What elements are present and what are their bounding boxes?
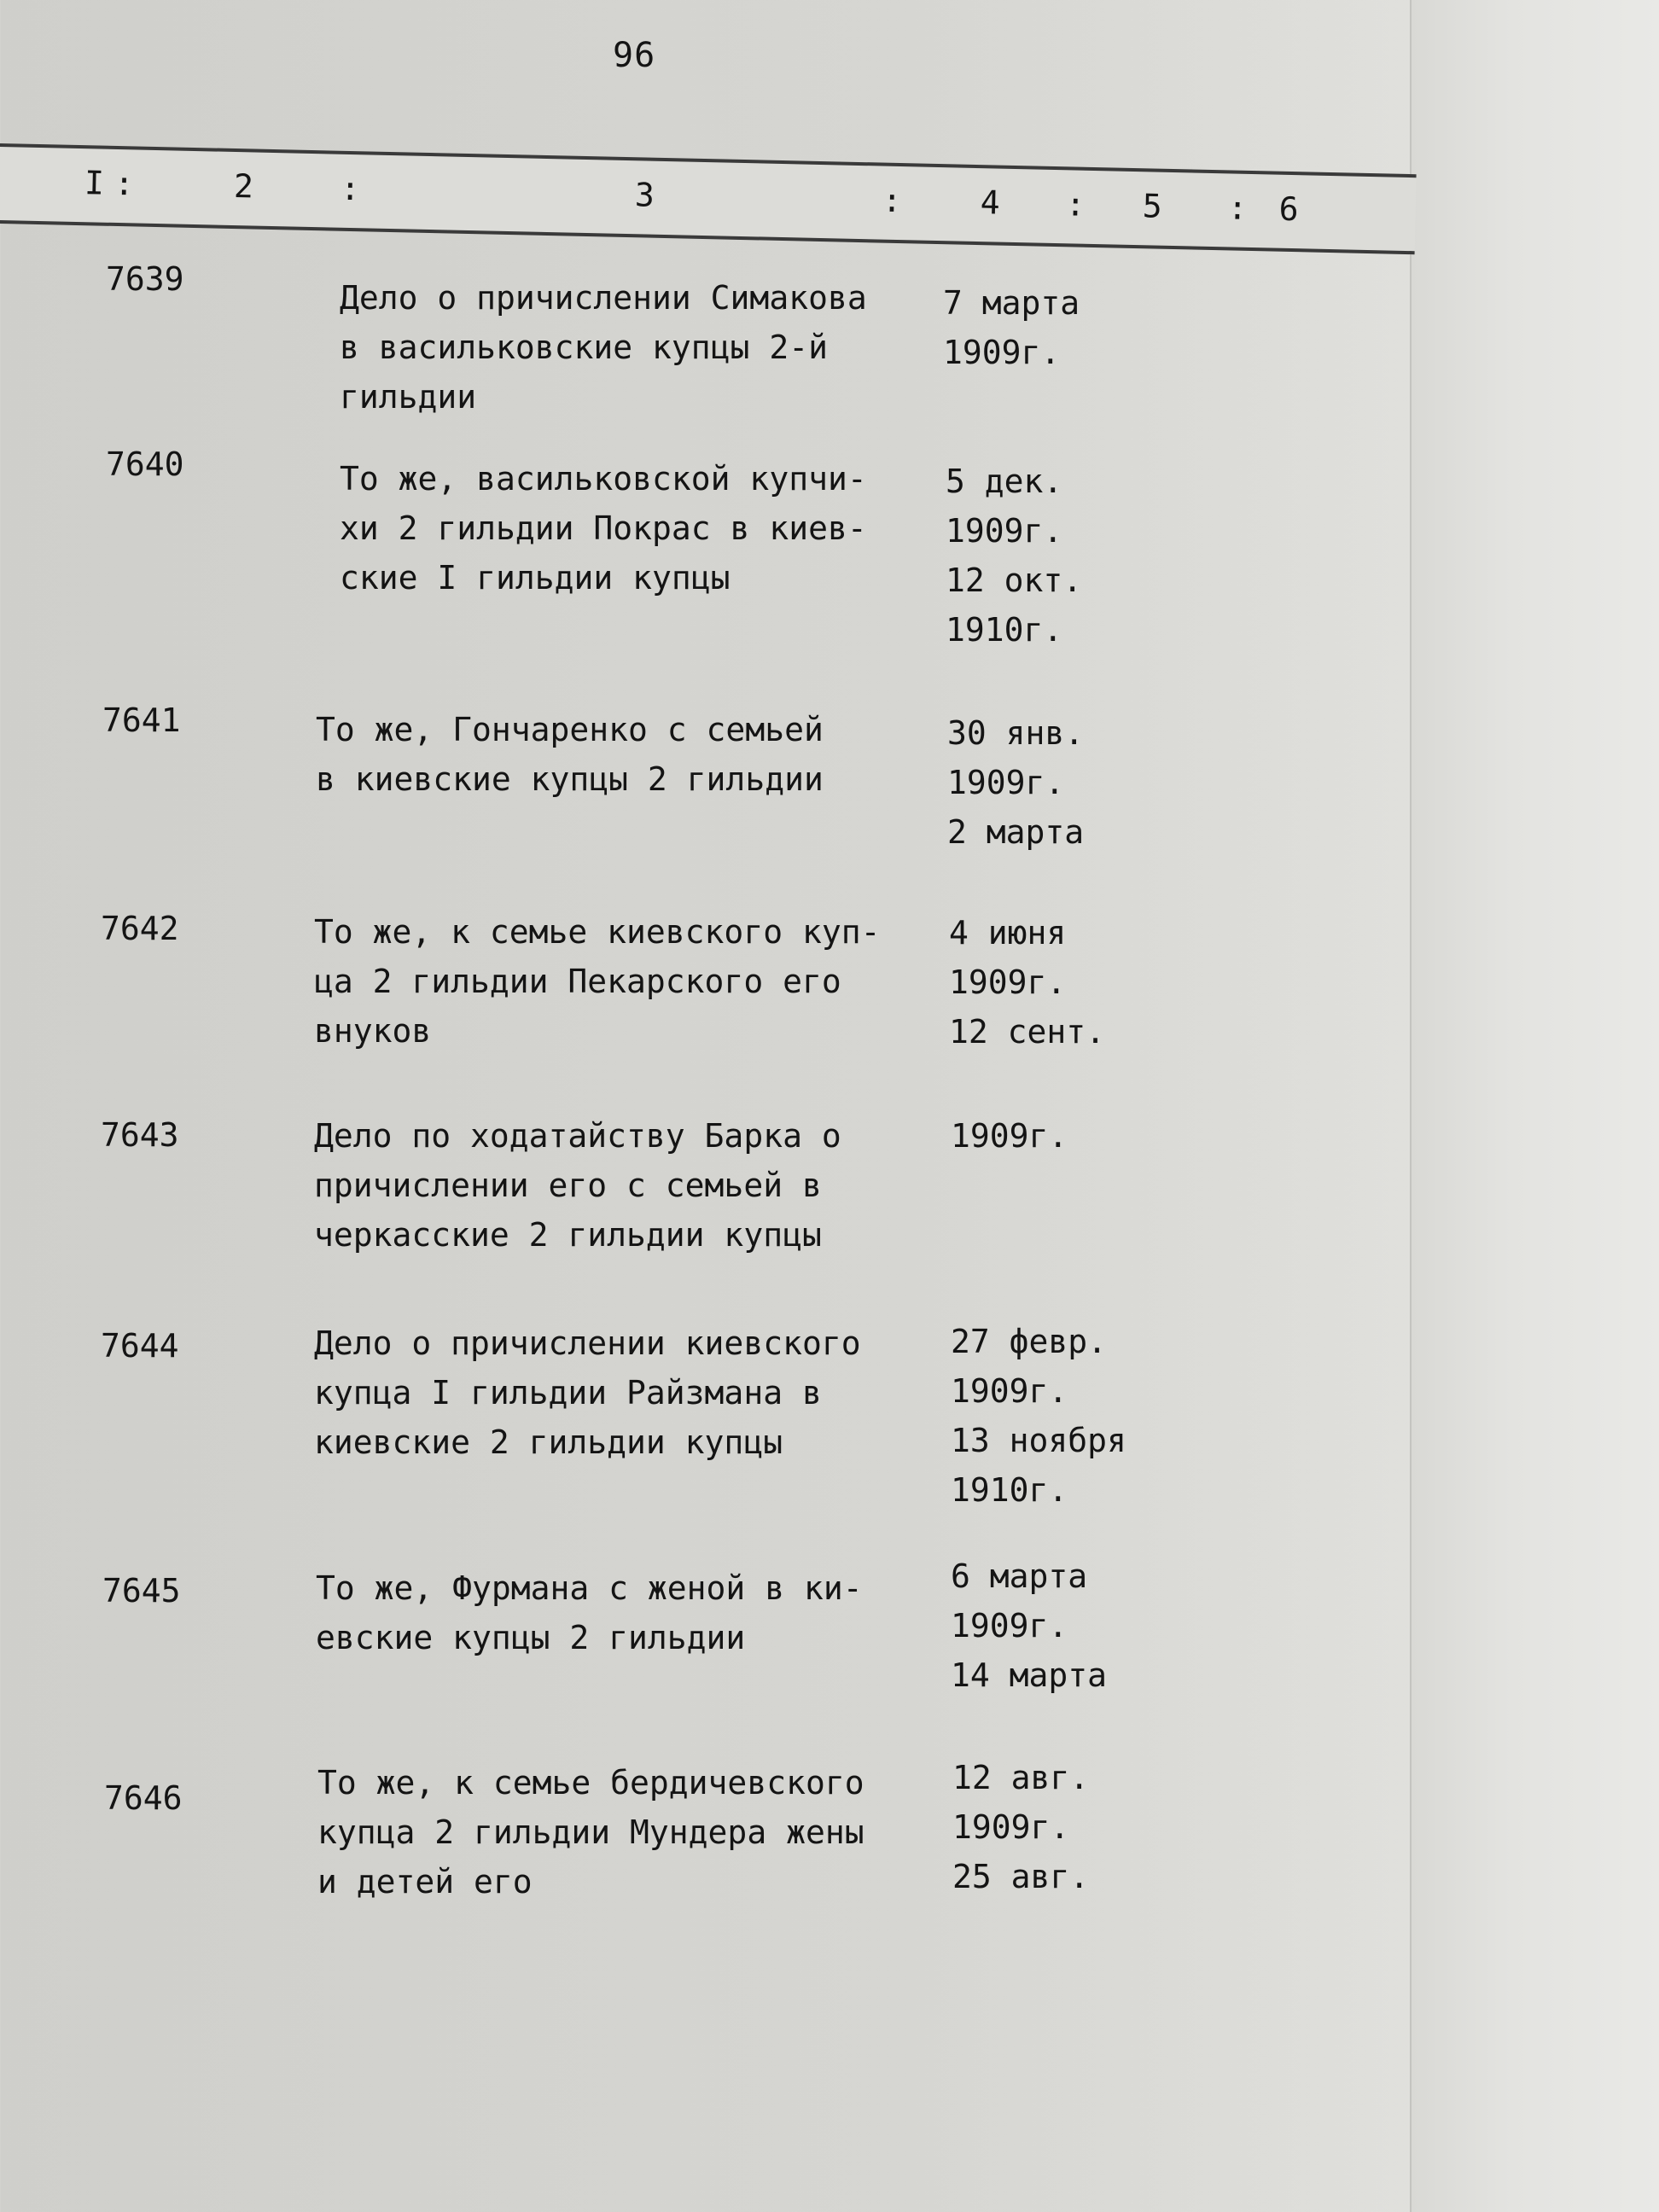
column-header-2: 2 (233, 166, 254, 206)
entry-description (316, 1563, 863, 1662)
paper-edge (1410, 0, 1659, 2212)
column-header-1: I (84, 164, 105, 202)
description-line: То же, Гончаренко с семьей (316, 711, 824, 748)
entry-number: 7646 (104, 1779, 183, 1817)
description-line: хи 2 гильдии Покрас в киев- (340, 509, 867, 547)
entry-number: 7641 (102, 701, 181, 739)
entry-description (314, 1318, 861, 1467)
date-line: 12 авг. (952, 1759, 1090, 1796)
date-line: 30 янв. (947, 714, 1085, 752)
description-line: То же, Фурмана с женой в ки- (316, 1569, 863, 1607)
entry-description (340, 273, 867, 422)
description-line: ца 2 гильдии Пекарского его (314, 963, 841, 1000)
entry-dates (951, 1551, 1107, 1700)
description-line: То же, васильковской купчи- (340, 460, 867, 498)
date-line: 4 июня (949, 914, 1067, 952)
description-line: внуков (314, 1012, 432, 1050)
date-line: 12 окт. (946, 562, 1083, 599)
description-line: причислении его с семьей в (314, 1167, 822, 1204)
column-separator: : (1065, 185, 1086, 224)
column-separator: : (340, 169, 361, 208)
date-line: 2 марта (947, 813, 1085, 851)
date-line: 1909г. (943, 334, 1061, 371)
entry-description (314, 907, 880, 1056)
description-line: Дело о причислении киевского (314, 1324, 861, 1362)
date-line: 13 ноября (951, 1422, 1126, 1459)
description-line: киевские 2 гильдии купцы (314, 1423, 783, 1461)
date-line: 1909г. (951, 1372, 1068, 1410)
entry-number: 7639 (106, 260, 184, 298)
entry-dates (946, 457, 1082, 655)
description-line: в киевские купцы 2 гильдии (316, 760, 824, 798)
date-line: 7 марта (943, 284, 1080, 322)
page-number: 96 (613, 36, 656, 75)
entry-description (340, 454, 867, 602)
description-line: в васильковские купцы 2-й (340, 329, 828, 366)
column-header-row (0, 143, 1417, 254)
entry-dates (951, 1111, 1068, 1161)
description-line: Дело о причислении Симакова (340, 279, 867, 317)
entry-description (314, 1111, 841, 1260)
date-line: 5 дек. (946, 463, 1063, 500)
entry-number: 7645 (102, 1572, 181, 1610)
entry-dates (949, 908, 1105, 1057)
description-line: черкасские 2 гильдии купцы (314, 1216, 822, 1254)
date-line: 1909г. (947, 764, 1065, 801)
date-line: 1909г. (946, 512, 1063, 550)
description-line: гильдии (340, 378, 477, 416)
column-separator: : (882, 181, 903, 220)
description-line: евские купцы 2 гильдии (316, 1619, 746, 1656)
date-line: 1909г. (951, 1607, 1068, 1644)
entry-number: 7640 (106, 445, 184, 483)
entry-description (316, 705, 824, 804)
date-line: 12 сент. (949, 1013, 1106, 1051)
date-line: 1909г. (951, 1117, 1068, 1155)
description-line: То же, к семье киевского куп- (314, 913, 881, 951)
column-header-4: 4 (980, 183, 1001, 222)
entry-number: 7643 (101, 1116, 179, 1154)
date-line: 14 марта (951, 1656, 1108, 1694)
entry-dates (943, 278, 1080, 377)
date-line: 1909г. (949, 963, 1067, 1001)
entry-number: 7644 (101, 1327, 179, 1365)
entry-description (317, 1758, 864, 1906)
description-line: купца 2 гильдии Мундера жены (317, 1813, 864, 1851)
description-line: Дело по ходатайству Барка о (314, 1117, 841, 1155)
date-line: 1910г. (946, 611, 1063, 649)
column-header-6: 6 (1278, 189, 1300, 229)
entry-dates (952, 1753, 1089, 1901)
description-line: и детей его (317, 1863, 533, 1901)
description-line: купца I гильдии Райзмана в (314, 1374, 822, 1412)
date-line: 25 авг. (952, 1858, 1090, 1895)
description-line: ские I гильдии купцы (340, 559, 731, 597)
date-line: 27 февр. (951, 1323, 1108, 1360)
entry-dates (951, 1317, 1126, 1515)
entry-dates (947, 708, 1084, 857)
date-line: 1909г. (952, 1808, 1070, 1846)
description-line: То же, к семье бердичевского (317, 1764, 864, 1802)
column-separator: : (114, 164, 135, 203)
column-separator: : (1227, 189, 1249, 227)
date-line: 6 марта (951, 1557, 1088, 1595)
entry-number: 7642 (101, 910, 179, 947)
date-line: 1910г. (951, 1471, 1068, 1509)
column-header-3: 3 (634, 176, 655, 214)
column-header-5: 5 (1142, 187, 1163, 225)
